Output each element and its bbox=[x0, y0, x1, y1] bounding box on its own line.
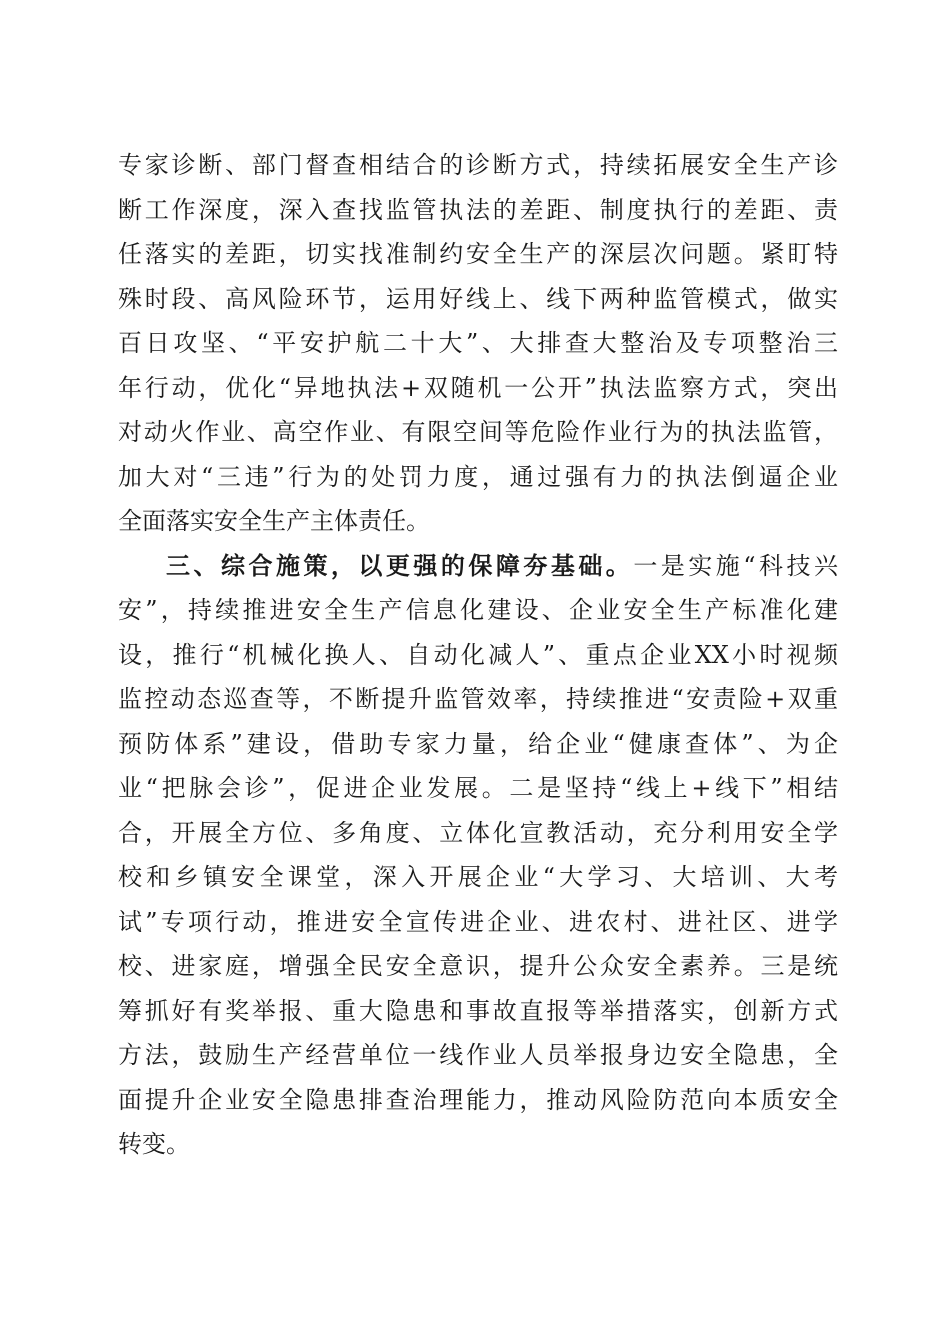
text-line: 年行动，优化“异地执法+双随机一公开”执法监察方式，突出 bbox=[118, 373, 838, 402]
text-line: 专家诊断、部门督查相结合的诊断方式，持续拓展安全生产诊 bbox=[118, 151, 838, 179]
text-line: 监控动态巡查等，不断提升监管效率，持续推进“安责险+双重 bbox=[118, 685, 838, 713]
text-line: 殊时段、高风险环节，运用好线上、线下两种监管模式，做实 bbox=[118, 284, 838, 313]
section-heading-line bbox=[118, 544, 838, 589]
text-line: 校、进家庭，增强全民安全意识，提升公众安全素养。三是统 bbox=[118, 952, 838, 980]
text-line: 预防体系”建设，借助专家力量，给企业“健康查体”、为企 bbox=[118, 729, 838, 758]
text-line: 试”专项行动，推进安全宣传进企业、进农村、进社区、进学 bbox=[118, 907, 838, 936]
section-heading: 三、综合施策，以更强的保障夯基础。 bbox=[166, 551, 634, 580]
text-line: 筹抓好有奖举报、重大隐患和事故直报等举措落实，创新方式 bbox=[118, 996, 838, 1025]
text-line: 断工作深度，深入查找监管执法的差距、制度执行的差距、责 bbox=[118, 195, 838, 224]
text-line: 校和乡镇安全课堂，深入开展企业“大学习、大培训、大考 bbox=[118, 863, 838, 891]
text-line: 百日攻坚、“平安护航二十大”、大排查大整治及专项整治三 bbox=[118, 329, 838, 357]
text-line: 安”，持续推进安全生产信息化建设、企业安全生产标准化建 bbox=[118, 596, 838, 624]
text-line: 转变。 bbox=[118, 1130, 190, 1158]
text-line: 业“把脉会诊”，促进企业发展。二是坚持“线上+线下”相结 bbox=[118, 774, 838, 802]
text-line: 加大对“三违”行为的处罚力度，通过强有力的执法倒逼企业 bbox=[118, 462, 838, 491]
text-line: 对动火作业、高空作业、有限空间等危险作业行为的执法监管， bbox=[118, 418, 838, 446]
text-line: 任落实的差距，切实找准制约安全生产的深层次问题。紧盯特 bbox=[118, 240, 838, 268]
text-line: 设，推行“机械化换人、自动化减人”、重点企业XX小时视频 bbox=[118, 640, 838, 669]
text-line: 面提升企业安全隐患排查治理能力，推动风险防范向本质安全 bbox=[118, 1085, 838, 1114]
document-body bbox=[118, 143, 838, 1167]
text-line: 合，开展全方位、多角度、立体化宣教活动，充分利用安全学 bbox=[118, 818, 838, 847]
text-line: 方法，鼓励生产经营单位一线作业人员举报身边安全隐患，全 bbox=[118, 1041, 838, 1069]
text-line: 全面落实安全生产主体责任。 bbox=[118, 507, 430, 535]
text-line: 一是实施“科技兴 bbox=[633, 551, 838, 580]
